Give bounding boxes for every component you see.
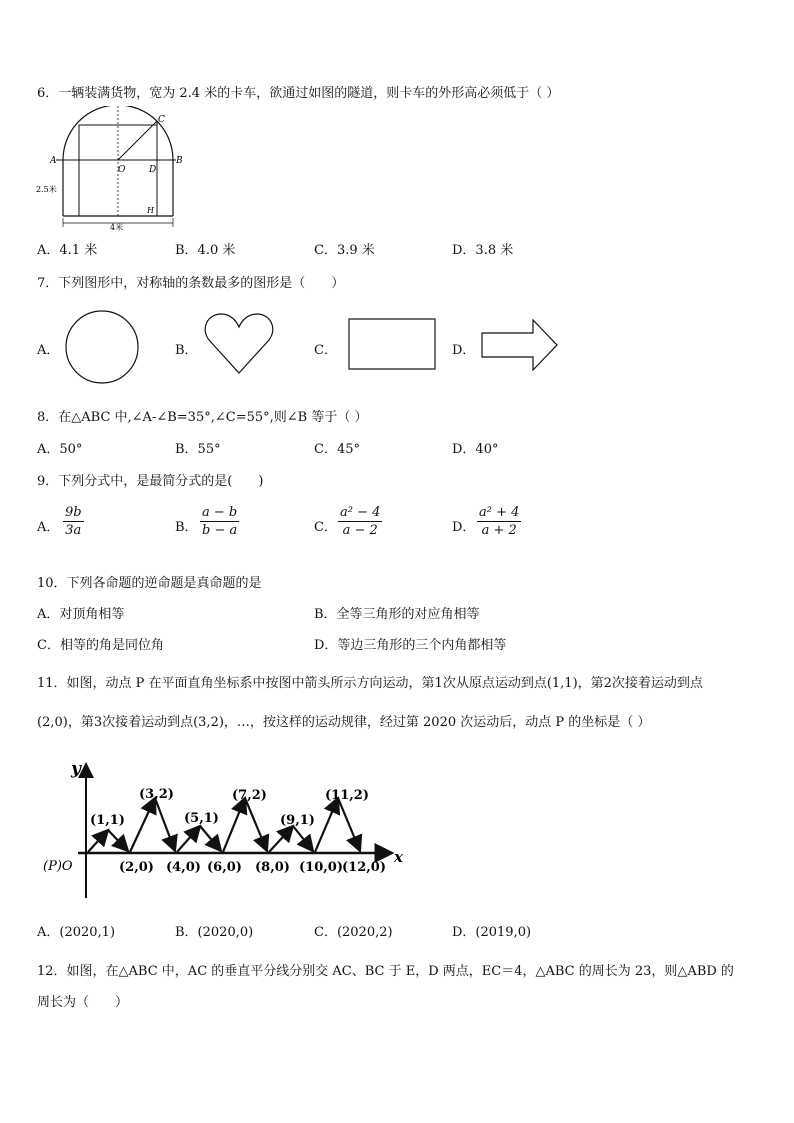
base-label: (2,0)	[119, 860, 154, 875]
q9-fraction-d	[477, 505, 521, 538]
circle-icon	[64, 309, 140, 385]
label-width: 4米	[110, 223, 124, 232]
peak-label: (9,1)	[280, 813, 315, 828]
q6-option-a[interactable]: A．4.1 米	[37, 243, 98, 258]
question-9-stem: 9．下列分式中，是最简分式的是( )	[37, 474, 264, 489]
q7-option-a[interactable]: A．	[37, 343, 60, 358]
label-O: O	[118, 165, 126, 175]
numerator: a − b	[202, 505, 238, 520]
q7-option-b[interactable]: B．	[175, 343, 198, 358]
question-6-stem: 6．一辆装满货物，宽为 2.4 米的卡车，欲通过如图的隧道，则卡车的外形高必须低于（ ）	[37, 86, 560, 101]
q9-fraction-c	[338, 505, 382, 538]
peak-label: (7,2)	[232, 788, 267, 803]
denominator: a − 2	[342, 523, 378, 538]
denominator: 3a	[65, 523, 82, 538]
label-H: H	[147, 206, 154, 215]
origin-label: (P)O	[43, 859, 73, 874]
q9-option-b[interactable]: B．	[175, 520, 198, 535]
q6-option-b[interactable]: B．4.0 米	[175, 243, 236, 258]
q10-option-d[interactable]: D．等边三角形的三个内角都相等	[314, 638, 507, 653]
base-label: (10,0)	[299, 860, 343, 875]
base-label: (12,0)	[342, 860, 386, 875]
peak-label: (3,2)	[139, 787, 174, 802]
numerator: 9b	[65, 505, 82, 520]
q9-fraction-a	[63, 505, 84, 538]
q7-option-d[interactable]: D．	[452, 343, 476, 358]
axis-x-label: x	[394, 848, 403, 866]
q9-option-a[interactable]: A．	[37, 520, 60, 535]
denominator: a + 2	[481, 523, 517, 538]
motion-path-graph	[40, 758, 410, 904]
peak-label: (5,1)	[184, 811, 219, 826]
label-D: D	[149, 165, 157, 175]
question-8-stem: 8．在△ABC 中,∠A-∠B=35°,∠C=55°,则∠B 等于（ ）	[37, 410, 368, 425]
q9-fraction-b	[200, 505, 239, 538]
q8-option-c[interactable]: C．45°	[314, 442, 360, 457]
q10-option-b[interactable]: B．全等三角形的对应角相等	[314, 607, 480, 622]
label-B: B	[176, 156, 183, 166]
axis-y-label: y	[71, 759, 81, 779]
q9-option-c[interactable]: C．	[314, 520, 337, 535]
q8-option-a[interactable]: A．50°	[37, 442, 83, 457]
denominator: b − a	[202, 523, 238, 538]
tunnel-figure	[36, 106, 196, 234]
question-12-stem-line1: 12．如图，在△ABC 中，AC 的垂直平分线分别交 AC、BC 于 E，D 两点，EC＝4，△ABC 的周长为 23，则△ABD 的	[37, 964, 734, 979]
question-12-stem-line2: 周长为（ ）	[37, 995, 129, 1010]
q10-option-c[interactable]: C．相等的角是同位角	[37, 638, 164, 653]
q7-option-c[interactable]: C．	[314, 343, 337, 358]
q11-option-c[interactable]: C．(2020,2)	[314, 925, 393, 940]
q6-option-d[interactable]: D．3.8 米	[452, 243, 514, 258]
q8-option-d[interactable]: D．40°	[452, 442, 499, 457]
q6-option-c[interactable]: C．3.9 米	[314, 243, 375, 258]
label-height: 2.5米	[36, 185, 57, 194]
numerator: a² + 4	[479, 505, 520, 520]
question-11-stem-line1: 11．如图，动点 P 在平面直角坐标系中按图中箭头所示方向运动，第1次从原点运动到点(1,1)，第2次接着运动到点	[37, 676, 703, 691]
q8-option-b[interactable]: B．55°	[175, 442, 221, 457]
heart-icon	[204, 312, 274, 376]
question-11-stem-line2: (2,0)，第3次接着运动到点(3,2)，…，按这样的运动规律，经过第 2020 次运动后，动点 P 的坐标是（ ）	[37, 715, 651, 730]
label-A: A	[50, 156, 57, 166]
base-label: (6,0)	[207, 860, 242, 875]
q9-option-d[interactable]: D．	[452, 520, 476, 535]
q11-option-b[interactable]: B．(2020,0)	[175, 925, 254, 940]
peak-label: (11,2)	[325, 788, 369, 803]
label-C: C	[158, 115, 165, 125]
arrow-icon	[481, 319, 559, 371]
question-10-stem: 10．下列各命题的逆命题是真命题的是	[37, 576, 262, 591]
rectangle-icon	[348, 318, 438, 372]
numerator: a² − 4	[340, 505, 381, 520]
question-7-stem: 7．下列图形中，对称轴的条数最多的图形是（ ）	[37, 276, 345, 291]
base-label: (8,0)	[255, 860, 290, 875]
q11-option-d[interactable]: D．(2019,0)	[452, 925, 532, 940]
q10-option-a[interactable]: A．对顶角相等	[37, 607, 125, 622]
peak-label: (1,1)	[90, 813, 125, 828]
q11-option-a[interactable]: A．(2020,1)	[37, 925, 116, 940]
base-label: (4,0)	[166, 860, 201, 875]
